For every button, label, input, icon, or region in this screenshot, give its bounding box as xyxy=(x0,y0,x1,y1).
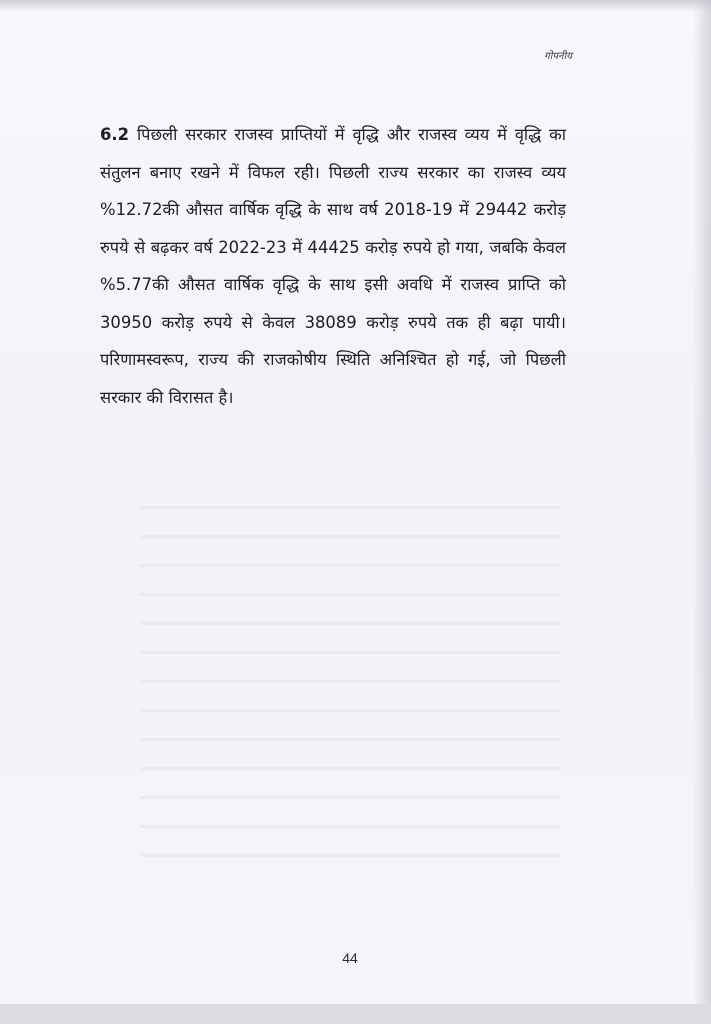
section-paragraph xyxy=(100,116,566,416)
section-body-text: पिछली सरकार राजस्व प्राप्तियों में वृद्धि और राजस्व व्यय में वृद्धि का संतुलन बनाए रखने में विफल रही। पिछली राज्य सरकार का राजस्व व्यय %12.72की औसत वार्षिक वृद्धि के साथ वर्ष 2018-19 में 29442 करोड़ रुपये से बढ़कर वर्ष 2022-23 में 44425 करोड़ रुपये हो गया, जबकि केवल %5.77की औसत वार्षिक वृद्धि के साथ इसी अवधि में राजस्व प्राप्ति को 30950 करोड़ रुपये से केवल 38089 करोड़ रुपये तक ही बढ़ा पायी। परिणामस्वरूप, राज्य की राजकोषीय स्थिति अनिश्चित हो गई, जो पिछली सरकार की विरासत है। xyxy=(100,125,566,407)
bottom-edge xyxy=(0,1004,711,1024)
running-head: गोपनीय xyxy=(544,51,572,62)
section-number: 6.2 xyxy=(100,125,130,144)
top-shadow xyxy=(0,0,711,12)
page-number: 44 xyxy=(342,950,358,966)
bleed-through-text xyxy=(140,480,560,860)
right-shadow xyxy=(693,0,711,1024)
